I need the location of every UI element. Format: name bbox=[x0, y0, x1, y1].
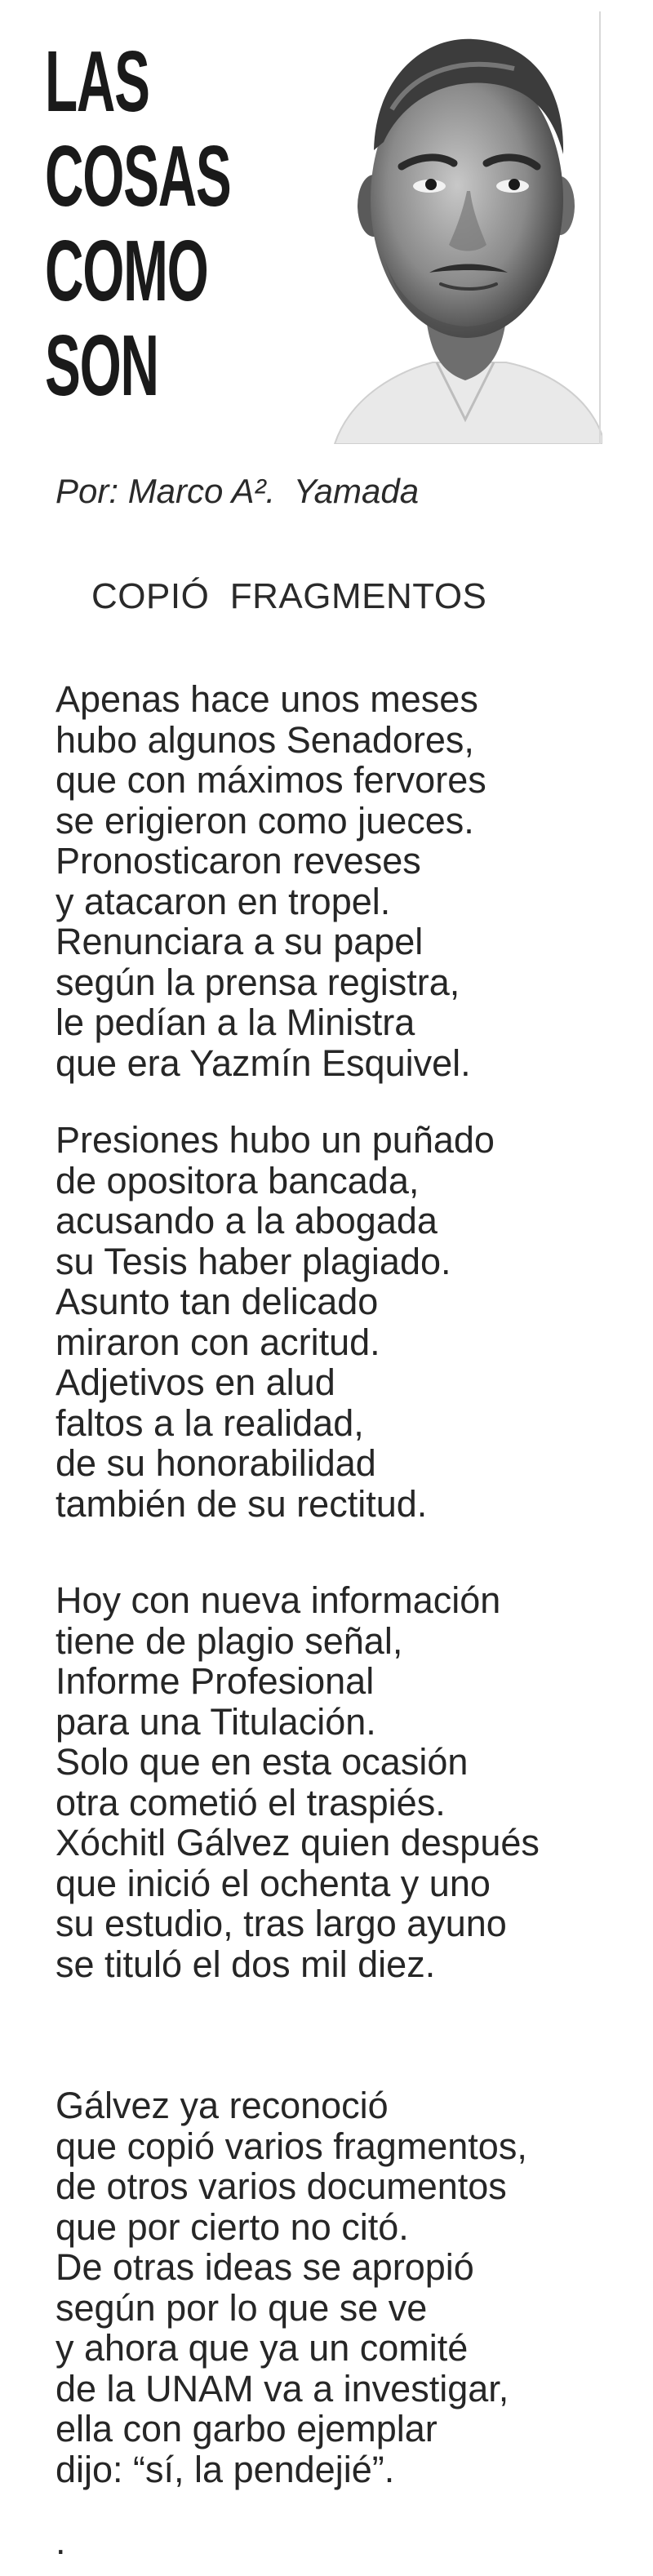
poem-stanza bbox=[56, 2085, 527, 2489]
poem-line: según la prensa registra, bbox=[56, 961, 460, 1003]
poem-line: Renunciara a su papel bbox=[56, 921, 424, 962]
poem-line: de su honorabilidad bbox=[56, 1442, 376, 1484]
poem-line: Hoy con nueva información bbox=[56, 1579, 501, 1621]
column-header bbox=[0, 0, 653, 457]
poem-line: le pedían a la Ministra bbox=[56, 1002, 415, 1043]
poem-line: según por lo que se ve bbox=[56, 2286, 428, 2329]
poem-line: dijo: “sí, la pendejié”. bbox=[56, 2448, 395, 2490]
poem-line: que copió varios fragmentos, bbox=[56, 2125, 527, 2167]
poem-line: se erigieron como jueces. bbox=[56, 799, 474, 842]
poem-line: su estudio, tras largo ayuno bbox=[56, 1903, 507, 1944]
poem-line: que por cierto no citó. bbox=[56, 2205, 409, 2248]
poem-line: de otros varios documentos bbox=[56, 2165, 507, 2207]
poem-line: de la UNAM va a investigar, bbox=[56, 2367, 509, 2409]
poem-line: Solo que en esta ocasión bbox=[56, 1741, 469, 1783]
poem-line: Adjetivos en alud bbox=[56, 1361, 335, 1403]
poem-stanza bbox=[56, 679, 486, 1083]
poem-line: Presiones hubo un puñado bbox=[56, 1119, 495, 1161]
poem-line: Gálvez ya reconoció bbox=[56, 2085, 389, 2126]
poem-line: ella con garbo ejemplar bbox=[56, 2408, 438, 2449]
poem-stanza bbox=[56, 1580, 540, 1984]
poem-line: también de su rectitud. bbox=[56, 1482, 428, 1525]
poem-line: acusando a la abogada bbox=[56, 1200, 438, 1241]
column-title-line: COMO bbox=[45, 223, 208, 319]
poem-line: tiene de plagio señal, bbox=[56, 1619, 403, 1662]
poem-line: otra cometió el traspiés. bbox=[56, 1781, 446, 1823]
poem-line: y atacaron en tropel. bbox=[56, 880, 391, 922]
poem-stanza bbox=[56, 1120, 495, 1524]
poem-line: Pronosticaron reveses bbox=[56, 840, 421, 882]
poem-line: hubo algunos Senadores, bbox=[56, 718, 474, 761]
poem-line: Informe Profesional bbox=[56, 1660, 375, 1702]
poem-line: De otras ideas se apropió bbox=[56, 2246, 474, 2288]
trailing-mark: . bbox=[56, 2520, 66, 2562]
poem-line: que era Yazmín Esquivel. bbox=[56, 1042, 471, 1084]
poem-line: faltos a la realidad, bbox=[56, 1401, 364, 1444]
column-title-line: SON bbox=[45, 318, 158, 414]
author-byline: Por: Marco A². Yamada bbox=[56, 472, 420, 510]
poem-line: Asunto tan delicado bbox=[56, 1281, 379, 1322]
poem-line: que con máximos fervores bbox=[56, 759, 486, 801]
column-title bbox=[45, 34, 231, 413]
poem-line: miraron con acritud. bbox=[56, 1321, 380, 1363]
poem-line: Apenas hace unos meses bbox=[56, 678, 478, 720]
column-title-line: LAS bbox=[45, 33, 149, 130]
column-title-line: COSAS bbox=[45, 128, 231, 224]
poem-line: de opositora bancada, bbox=[56, 1159, 420, 1201]
poem-line: su Tesis haber plagiado. bbox=[56, 1240, 451, 1282]
poem-line: que inició el ochenta y uno bbox=[56, 1862, 491, 1904]
poem-line: Xóchitl Gálvez quien después bbox=[56, 1822, 540, 1863]
poem-line: se tituló el dos mil diez. bbox=[56, 1943, 436, 1985]
poem-line: y ahora que ya un comité bbox=[56, 2327, 469, 2369]
article-headline: COPIÓ FRAGMENTOS bbox=[91, 576, 487, 616]
author-portrait bbox=[326, 11, 602, 444]
poem-line: para una Titulación. bbox=[56, 1700, 376, 1743]
